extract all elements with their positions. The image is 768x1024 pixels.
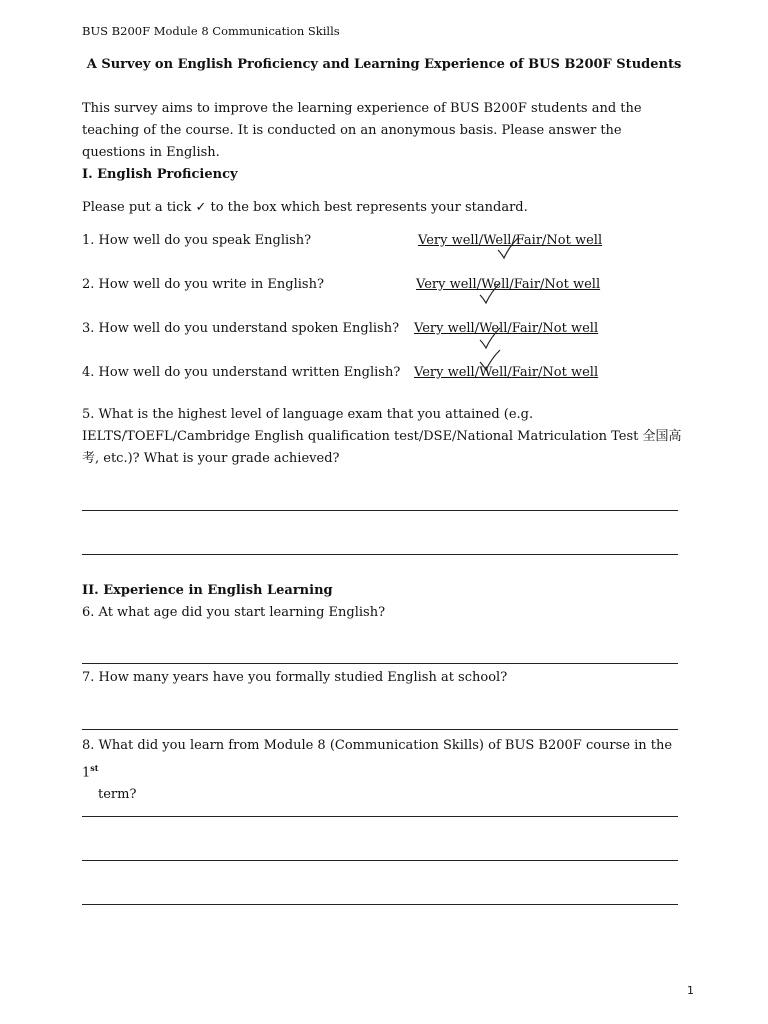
question-2: 2. How well do you write in English?: [82, 277, 324, 292]
question-6: 6. At what age did you start learning English?: [82, 605, 386, 620]
page-number: 1: [687, 984, 694, 997]
intro-paragraph: This survey aims to improve the learning experience of BUS B200F students and the teaching of the course. It is conducted on an anonymous basis. Please answer the questions in English.: [82, 101, 642, 160]
question-8-continuation: term?: [98, 787, 137, 803]
answer-line-q8-1[interactable]: [82, 816, 678, 817]
section-heading-experience: II. Experience in English Learning: [82, 583, 333, 598]
ordinal-suffix: st: [90, 763, 99, 773]
running-header: BUS B200F Module 8 Communication Skills: [82, 24, 340, 38]
answer-line-q5-2[interactable]: [82, 554, 678, 555]
answer-line-q5-1[interactable]: [82, 510, 678, 511]
answer-line-q8-2[interactable]: [82, 860, 678, 861]
rating-scale-3[interactable]: Very well/Well/Fair/Not well: [414, 321, 599, 336]
rating-scale-4[interactable]: Very well/Well/Fair/Not well: [414, 365, 599, 380]
handwritten-tick-icon: [478, 348, 502, 374]
handwritten-tick-icon: [496, 236, 520, 262]
question-4: 4. How well do you understand written English?: [82, 365, 401, 380]
question-8: [82, 735, 682, 806]
answer-line-q8-3[interactable]: [82, 904, 678, 905]
answer-line-q7[interactable]: [82, 729, 678, 730]
section-heading-proficiency: I. English Proficiency: [82, 167, 238, 182]
handwritten-tick-icon: [478, 281, 502, 307]
question-5: 5. What is the highest level of language exam that you attained (e.g. IELTS/TOEFL/Cambridge English qualification test/DSE/National Matriculation Test 全国高考, etc.)? What is your grade achieved?: [82, 407, 682, 466]
question-8-text: 8. What did you learn from Module 8 (Communication Skills) of BUS B200F course in the 1: [82, 738, 673, 781]
rating-scale-1[interactable]: Very well/Well/Fair/Not well: [418, 233, 603, 248]
question-7: 7. How many years have you formally studied English at school?: [82, 670, 508, 685]
question-3: 3. How well do you understand spoken English?: [82, 321, 400, 336]
rating-scale-2[interactable]: Very well/Well/Fair/Not well: [416, 277, 601, 292]
tick-instruction: Please put a tick ✓ to the box which best represents your standard.: [82, 200, 528, 215]
survey-title: A Survey on English Proficiency and Learning Experience of BUS B200F Students: [86, 57, 682, 72]
question-1: 1. How well do you speak English?: [82, 233, 312, 248]
answer-line-q6[interactable]: [82, 663, 678, 664]
